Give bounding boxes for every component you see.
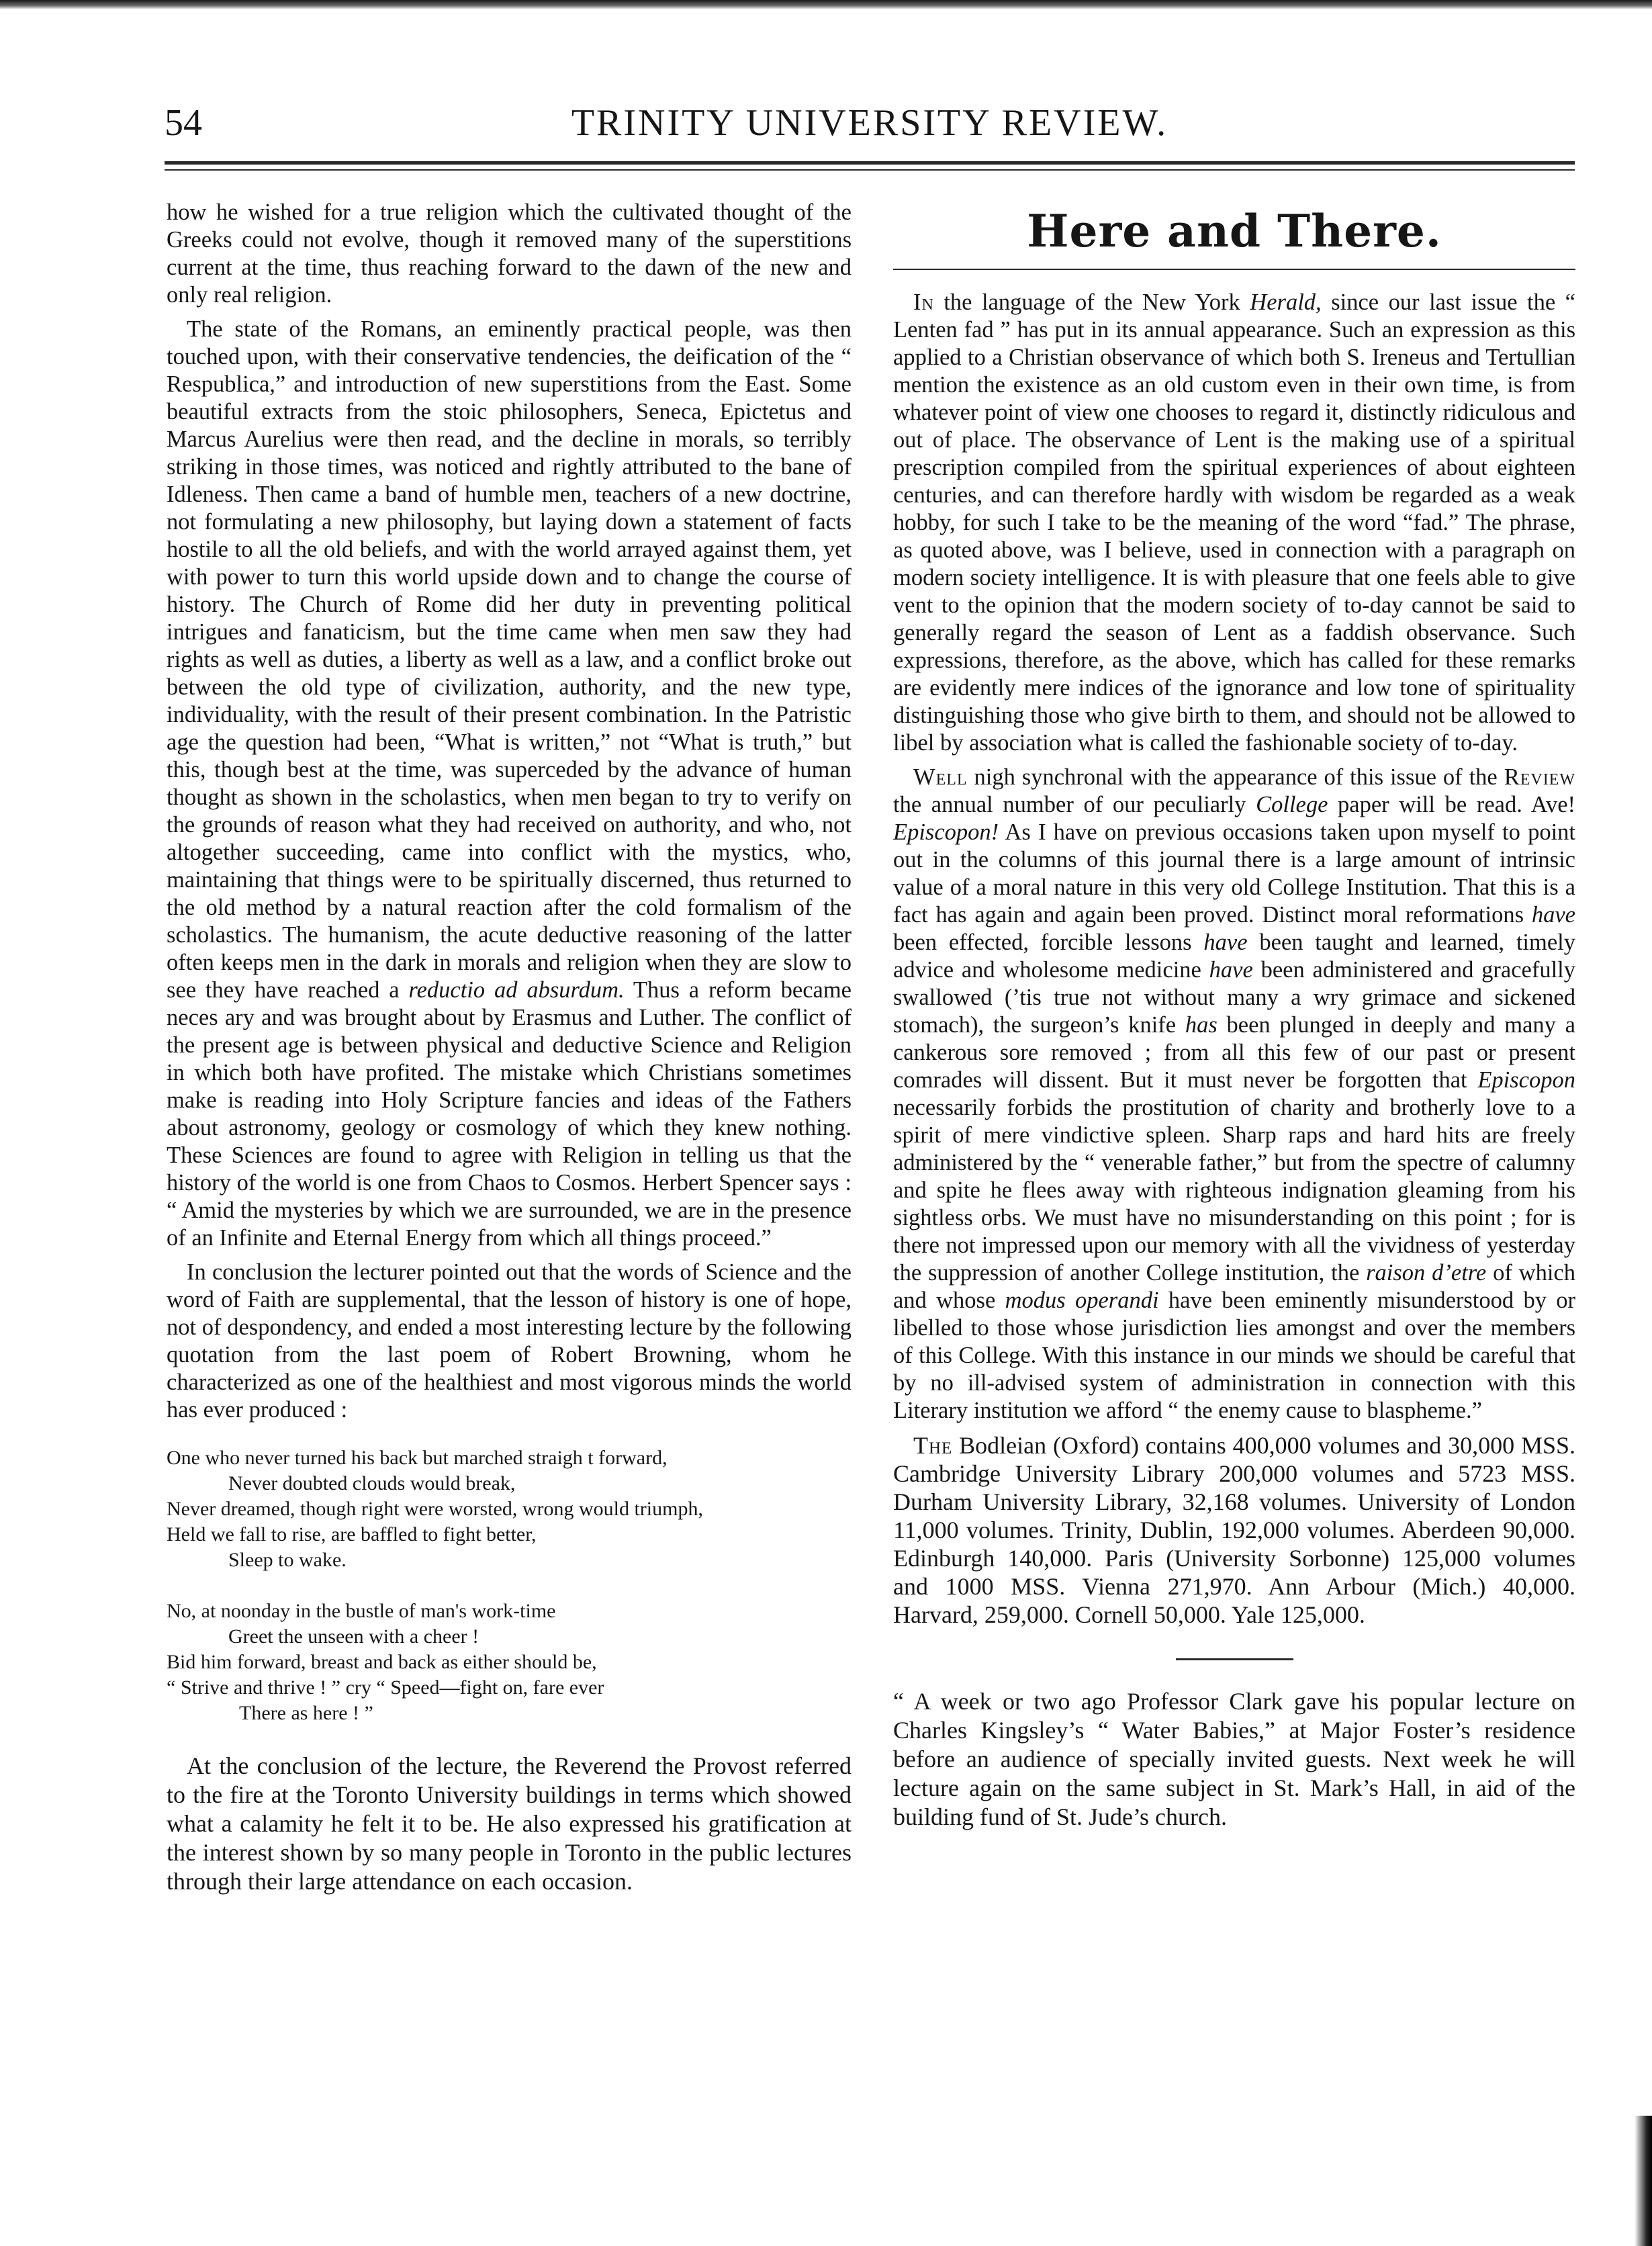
lecture-note-paragraph: “ A week or two ago Professor Clark gave his popular lecture on Charles Kingsley’s “ Water Babies,” at Major Foster’s residence before an audience of specially invited guests. Next week he will lecture again on the same subject in St. Mark’s Hall, in aid of the building fund of St. Jude’s church. [893,1688,1575,1830]
text-run: the annual number of our peculiarly [893,792,1256,817]
left-paragraph-2-text: The state of the Romans, an eminently practical people, was then touched upon, with their conservative tendencies, the deification of the “ Respublica,” and introduction of new superstitions from the East. Some beautiful extracts from the stoic philosophers, Seneca, Epictetus and Marcus Aurelius were then read, and the decline in morals, so terribly striking in those times, was noticed and rightly attributed to the bane of Idleness. Then came a band of humble men, teachers of a new doctrine, not formulating a new philosophy, but laying down a statement of facts hostile to all the old beliefs, and with the world arrayed against them, yet with power to turn this world upside down and to change the course of history. The Church of Rome did her duty in preventing political intrigues and fanaticism, but the time came when men saw they had rights as well as duties, a liberty as well as a law, and a conflict broke out between the old type of civilization, authority, and the new type, individuality, with the result of their present combination. In the Patristic age the question had been, “What is written,” not “What is truth,” but this, though best at the time, was superceded by the advance of human thought as shown in the scholastics, when men began to try to verify on the grounds of reason what they had received on authority, and who, not altogether succeeding, came into conflict with the mystics, who, maintaining that things were to be spiritually discerned, thus returned to the old method by a natural reaction after the cold formalism of the scholastics. The humanism, the acute deductive reasoning of the latter often keeps men in the dark in morals and religion when they are slow to see they have reached a [167,316,852,1003]
verse-stanza-2 [167,1599,852,1726]
text-run: As I have on previous occasions taken upon myself to point out in the columns of this journal there is a large amount of intrinsic value of a moral nature in this very old College Institution. That this is a fact has again and again been proved. Distinct moral reformations [893,819,1575,928]
verse-line: Sleep to wake. [228,1549,347,1571]
left-paragraph-3: In conclusion the lecturer pointed out that the words of Science and the word of Faith are supplemental, that the lesson of history is one of hope, not of despondency, and ended a most interesting lecture by the following quotation from the last poem of Robert Browning, whom he characterized as one of the healthiest and most vigorous minds the world has ever produced : [167,1259,852,1423]
lead-word: In [913,289,934,315]
left-paragraph-1: how he wished for a true religion which the cultivated thought of the Greeks could not evolve, though it removed many of the superstitions current at the time, thus reaching forward to the dawn of the new and only real religion. [167,199,852,308]
text-run: have been eminently misunderstood by or libelled to those whose jurisdiction lies amongst and over the members of this College. With this instance in our minds we should be careful that by no ill-advised system of administration in connection with this Literary institution we afford “ the enemy cause to blaspheme.” [893,1288,1575,1423]
verse-line: One who never turned his back but marched straigh t forward, [167,1447,668,1469]
left-paragraph-2-cont: Thus a reform became neces ary and was brought about by Erasmus and Luther. The conflict of the present age is between physical and deductive Science and Religion in which both have profited. The mistake which Christians sometimes make is reading into Holy Scripture fancies and ideas of the Fathers about astronomy, geology or cosmology of which they knew nothing. These Sciences are found to agree with Religion in telling us that the history of the world is one from Chaos to Cosmos. Herbert Spencer says : “ Amid the mysteries by which we are surrounded, we are in the presence of an Infinite and Eternal Energy from which all things proceed.” [167,977,852,1251]
page-number: 54 [165,102,202,144]
verse-line: “ Strive and thrive ! ” cry “ Speed—fight on, fare ever [167,1676,604,1699]
text-run: paper will be read. Ave! [1328,792,1575,817]
emphasis: modus operandi [1005,1288,1159,1313]
closing-paragraph: At the conclusion of the lecture, the Reverend the Provost referred to the fire at the Toronto University buildings in terms which showed what a calamity he felt it to be. He also expressed his gratification at the interest shown by so many people in Toronto in the public lectures through their large attendance on each occasion. [167,1752,852,1895]
text-run: been plunged in deeply and many a cankerous sore removed ; from all this few of our past or present comrades will dissent. But it must never be forgotten that [893,1012,1575,1093]
lead-word: Well [913,764,968,790]
verse-line: Bid him forward, breast and back as either should be, [167,1651,597,1673]
verse-line: There as here ! ” [239,1702,373,1724]
verse-line: Greet the unseen with a cheer ! [228,1625,479,1648]
review-name: Review [1504,764,1575,790]
lead-word: The [913,1432,953,1459]
verse-line: Never dreamed, though right were worsted, wrong would triumph, [167,1498,703,1520]
journal-title: TRINITY UNIVERSITY REVIEW. [571,102,1168,144]
emphasis: have [1203,930,1248,955]
text-run: been effected, forcible lessons [893,930,1204,955]
scan-edge-right [1635,2116,1652,2246]
lenten-fad-paragraph [893,289,1575,757]
libraries-paragraph [893,1431,1575,1629]
section-rule [893,269,1575,270]
emphasis: Episcopon! [893,819,999,845]
emphasis: College [1256,792,1328,817]
header-rule-thin [165,169,1575,171]
text-run: since our last issue the “ Lenten fad ” has put in its annual appearance. Such an expression as this applied to a Christian observance of which both S. Ireneus and Tertullian mention the existence as an old custom even in their own time, is from whatever point of view one chooses to regard it, distinctly ridiculous and out of place. The observance of Lent is the making use of a spiritual prescription compiled from the spiritual experiences of about eighteen centuries, and can therefore hardly with wisdom be regarded as a weak hobby, for such I take to be the meaning of the word “fad.” The phrase, as quoted above, was I believe, used in connection with a paragraph on modern society intelligence. It is with pleasure that one feels able to give vent to the opinion that the modern society of to-day cannot be said to generally regard the season of Lent as a faddish observance. Such expressions, therefore, as the above, which has called for these remarks are evidently mere indices of the ignorance and low tone of spirituality distinguishing those who give birth to them, and should not be allowed to libel by association what is called the fashionable society of to-day. [893,289,1575,756]
text-run: necessarily forbids the prostitution of charity and brotherly love to a spirit of mere vindictive spleen. Sharp raps and hard hits are freely administered by the “ venerable father,” but from the spectre of calumny and spite he flees away with righteous indignation gleaming from his sightless orbs. We must have no misunderstanding on this point ; for is there not impressed upon our memory with all the vividness of yesterday the suppression of another College institution, the [893,1095,1575,1286]
right-column [893,199,1575,1838]
page-header [165,99,1575,146]
text-run: of which and whose [893,1260,1575,1313]
verse-line: No, at noonday in the bustle of man's work-time [167,1600,556,1622]
verse-line: Held we fall to rise, are baffled to fight better, [167,1523,537,1545]
browning-quotation [167,1445,852,1726]
text-run: nigh synchronal with the appearance of this issue of the [967,764,1504,790]
verse-stanza-1 [167,1445,852,1573]
emphasis: Episcopon [1477,1067,1575,1093]
text-run: been taught and learned, timely advice and wholesome medicine [893,930,1576,983]
text-run: Bodleian (Oxford) contains 400,000 volumes and 30,000 MSS. Cambridge University Library 200,000 volumes and 5723 MSS. Durham University Library, 32,168 volumes. University of London 11,000 volumes. Trinity, Dublin, 192,000 volumes. Aberdeen 90,000. Edinburgh 140,000. Paris (University Sorbonne) 125,000 volumes and 1000 MSS. Vienna 271,970. Ann Arbour (Mich.) 40,000. Harvard, 259,000. Cornell 50,000. Yale 125,000. [893,1432,1575,1628]
verse-line: Never doubted clouds would break, [228,1472,516,1494]
separator-rule [1176,1658,1293,1660]
emphasis: have [1531,902,1575,928]
episcopon-paragraph [893,764,1575,1425]
left-column [167,199,852,1903]
reductio-phrase: reductio ad absurdum. [408,977,625,1003]
scan-edge-top [0,0,1652,9]
left-paragraph-2 [167,316,852,1252]
text-run: been administered and gracefully swallowed (’tis true not without many a wry grimace and sickened stomach), the surgeon’s knife [893,957,1575,1038]
emphasis: have [1209,957,1253,983]
section-title: Here and There. [1027,205,1442,257]
header-rule-thick [165,161,1575,165]
emphasis: has [1185,1012,1218,1038]
herald-title: Herald, [1250,289,1322,315]
emphasis: raison d’etre [1366,1260,1487,1286]
text-run: the language of the New York [933,289,1250,315]
